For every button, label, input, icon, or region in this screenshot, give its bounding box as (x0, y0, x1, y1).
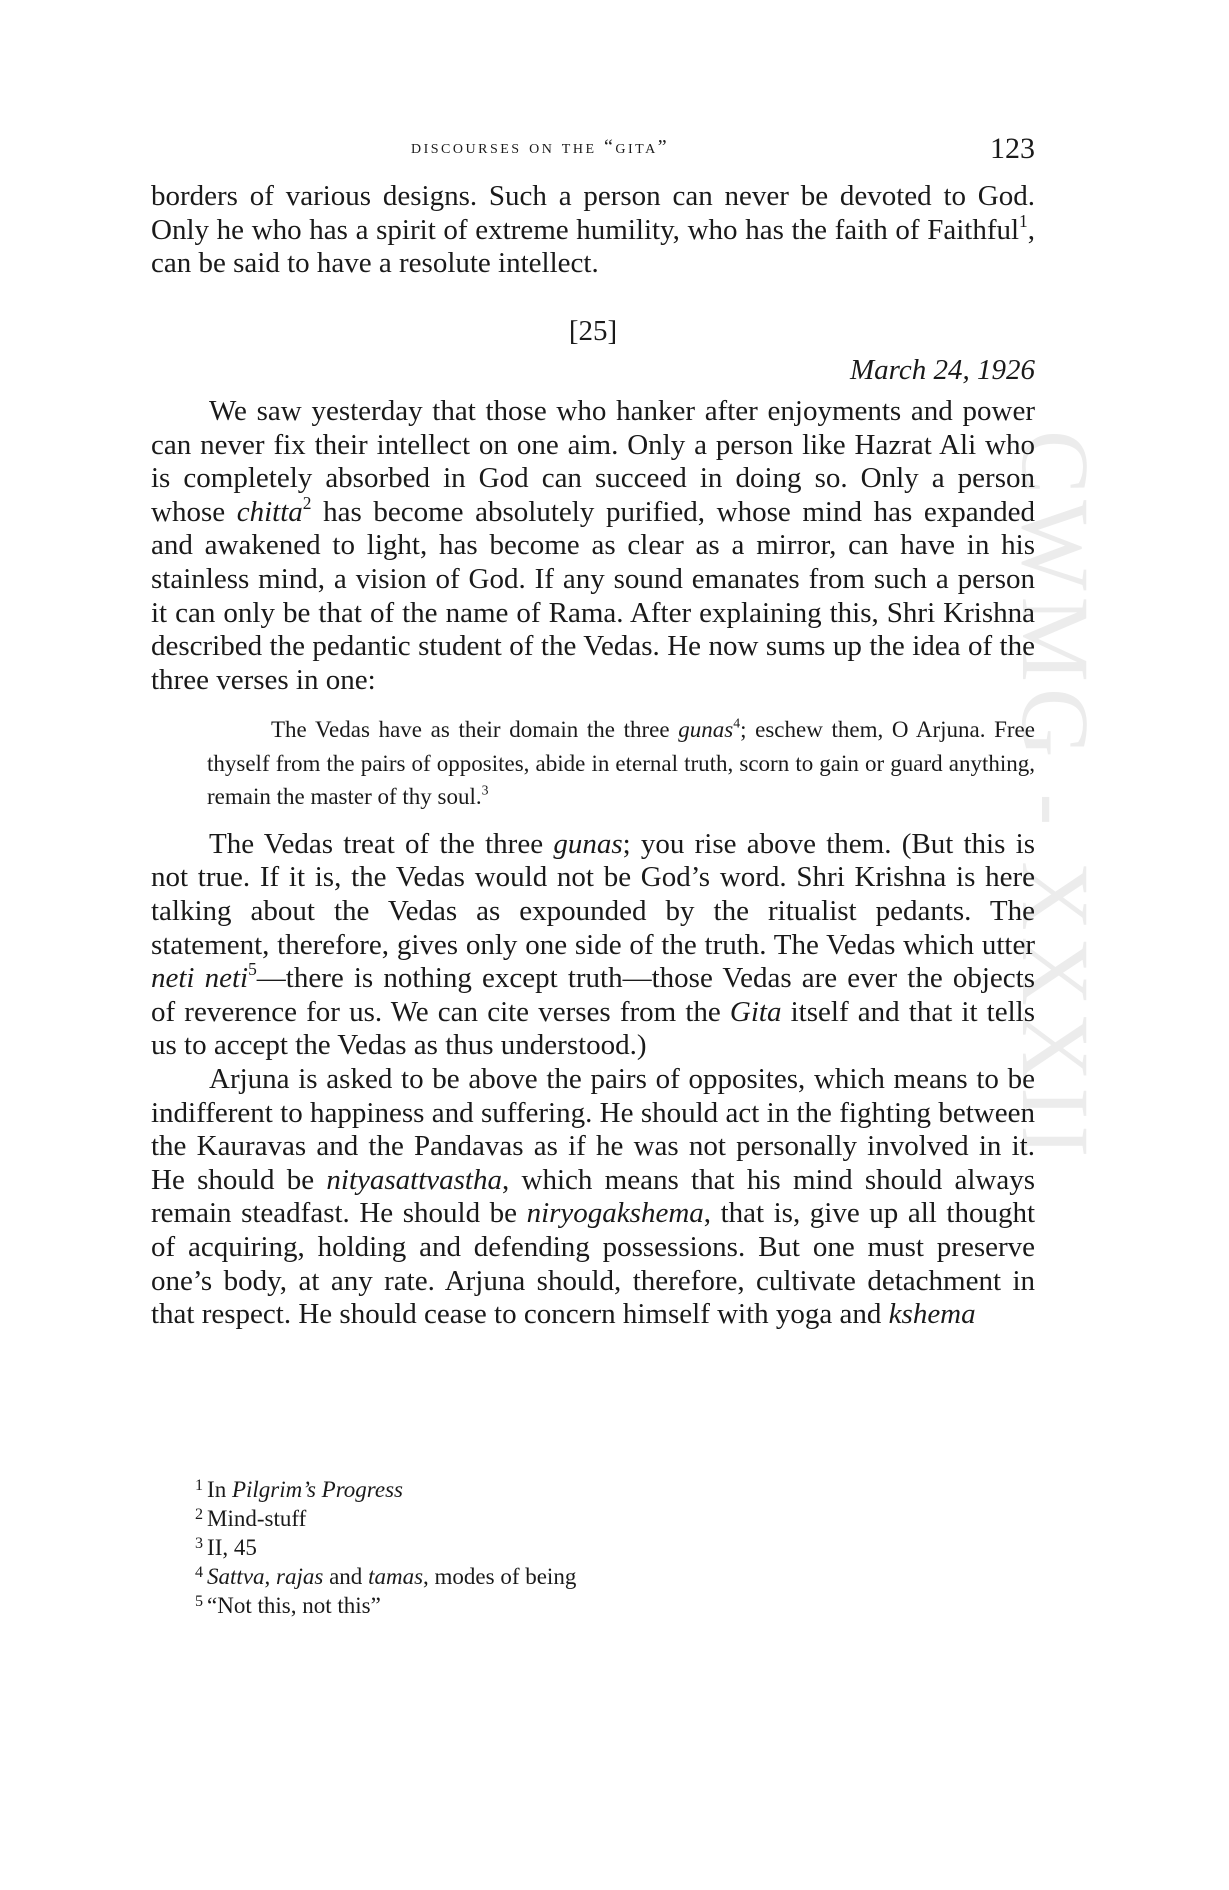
term: Gita (729, 995, 782, 1028)
text: , that is, give up all thought of acquiring, holding and defending possessions. But one must preserve one’s body, at any rate. Arjuna should, therefore, cultivate detachment in that respect. He should cease to concern himself with yoga and (151, 1197, 1035, 1331)
watermark: CWMG - XXXII (1002, 430, 1109, 1164)
footnote-1 (195, 1475, 895, 1504)
term: Sattva (207, 1564, 265, 1589)
running-head (151, 132, 1035, 168)
footnote-number: 1 (195, 1476, 204, 1494)
page-number: 123 (990, 132, 1035, 165)
footnote-2 (195, 1504, 895, 1533)
text: We saw yesterday that those who hanker after enjoyments and power can never fix their intellect on one aim. Only a person like Hazrat Ali who is completely absorbed in God can succeed in doing so. Only a person whose (151, 394, 1035, 528)
text: , modes of being (423, 1564, 577, 1589)
title: Pilgrim’s Progress (231, 1477, 403, 1502)
footnote-3 (195, 1533, 895, 1562)
paragraph-3 (151, 828, 1035, 1063)
term: niryogakshema (526, 1197, 704, 1230)
text: , (264, 1564, 277, 1589)
text: ; eschew them, O Arjuna. Free thyself from the pairs of opposites, abide in eternal truth, scorn to gain or guard anything, remain the master of thy soul. (207, 717, 1035, 810)
footnote-number: 4 (195, 1563, 204, 1581)
footnote-number: 3 (195, 1534, 204, 1552)
text: Arjuna is asked to be above the pairs of opposites, which means to be indifferent to happiness and suffering. He should act in the fighting between the Kauravas and the Pandavas as if he was not personally involved in it. He should be (151, 1062, 1035, 1196)
term: gunas (553, 827, 623, 860)
text: borders of various designs. Such a person can never be devoted to God. Only he who has a spirit of extreme humility, who has the faith of Faithful (151, 180, 1035, 246)
text: II, 45 (207, 1535, 257, 1560)
term: neti neti (151, 962, 249, 995)
term: kshema (888, 1298, 976, 1331)
text: and (323, 1564, 369, 1589)
footnote-5 (195, 1591, 895, 1620)
body-text (151, 180, 1035, 1332)
text: has become absolutely purified, whose mind has expanded and awakened to light, has become as clear as a mirror, can have in his stainless mind, a vision of God. If any sound emanates from such a person it can only be that of the name of Rama. After explaining this, Shri Krishna described the pedantic student of the Vedas. He now sums up the idea of the three verses in one: (151, 495, 1035, 696)
footnote-ref: 1 (1019, 210, 1028, 231)
footnote-ref: 3 (481, 782, 489, 798)
footnote-ref: 4 (733, 715, 741, 731)
text: ; you rise above them. (But this is not true. If it is, the Vedas would not be God’s word. Shri Krishna is here talking about the Vedas as expounded by the ritualist pedants. The statement, therefore, gives only one side of the truth. The Vedas which utter (151, 827, 1035, 961)
term: chitta (236, 495, 303, 528)
text: Mind-stuff (207, 1506, 307, 1531)
block-quote (207, 713, 1035, 814)
text: In (207, 1477, 232, 1502)
date: March 24, 1926 (850, 354, 1035, 387)
footnotes (195, 1475, 895, 1620)
footnote-ref: 2 (302, 492, 312, 513)
footnote-number: 2 (195, 1505, 204, 1523)
footnote-ref: 5 (248, 959, 257, 980)
term: nityasattvastha (326, 1163, 502, 1196)
text: The Vedas treat of the three (209, 827, 554, 860)
text: , can be said to have a resolute intellect. (151, 213, 1035, 280)
paragraph-1 (151, 180, 1035, 281)
text: —there is nothing except truth—those Vedas are ever the objects of reverence for us. We can cite verses from the (151, 962, 1035, 1028)
footnote-4 (195, 1562, 895, 1591)
text: , which means that his mind should always remain steadfast. He should be (151, 1163, 1036, 1230)
paragraph-4 (151, 1063, 1035, 1332)
running-head-title: discourses on the “gita” (411, 136, 670, 158)
text: “Not this, not this” (207, 1593, 381, 1618)
text: itself and that it tells us to accept the Vedas as thus understood.) (151, 995, 1035, 1062)
term: tamas (368, 1564, 424, 1589)
section-number: [25] (568, 314, 618, 347)
text: The Vedas have as their domain the three (271, 717, 679, 743)
paragraph-2 (151, 395, 1035, 697)
footnote-number: 5 (195, 1592, 204, 1610)
term: gunas (678, 717, 734, 743)
term: rajas (276, 1564, 324, 1589)
